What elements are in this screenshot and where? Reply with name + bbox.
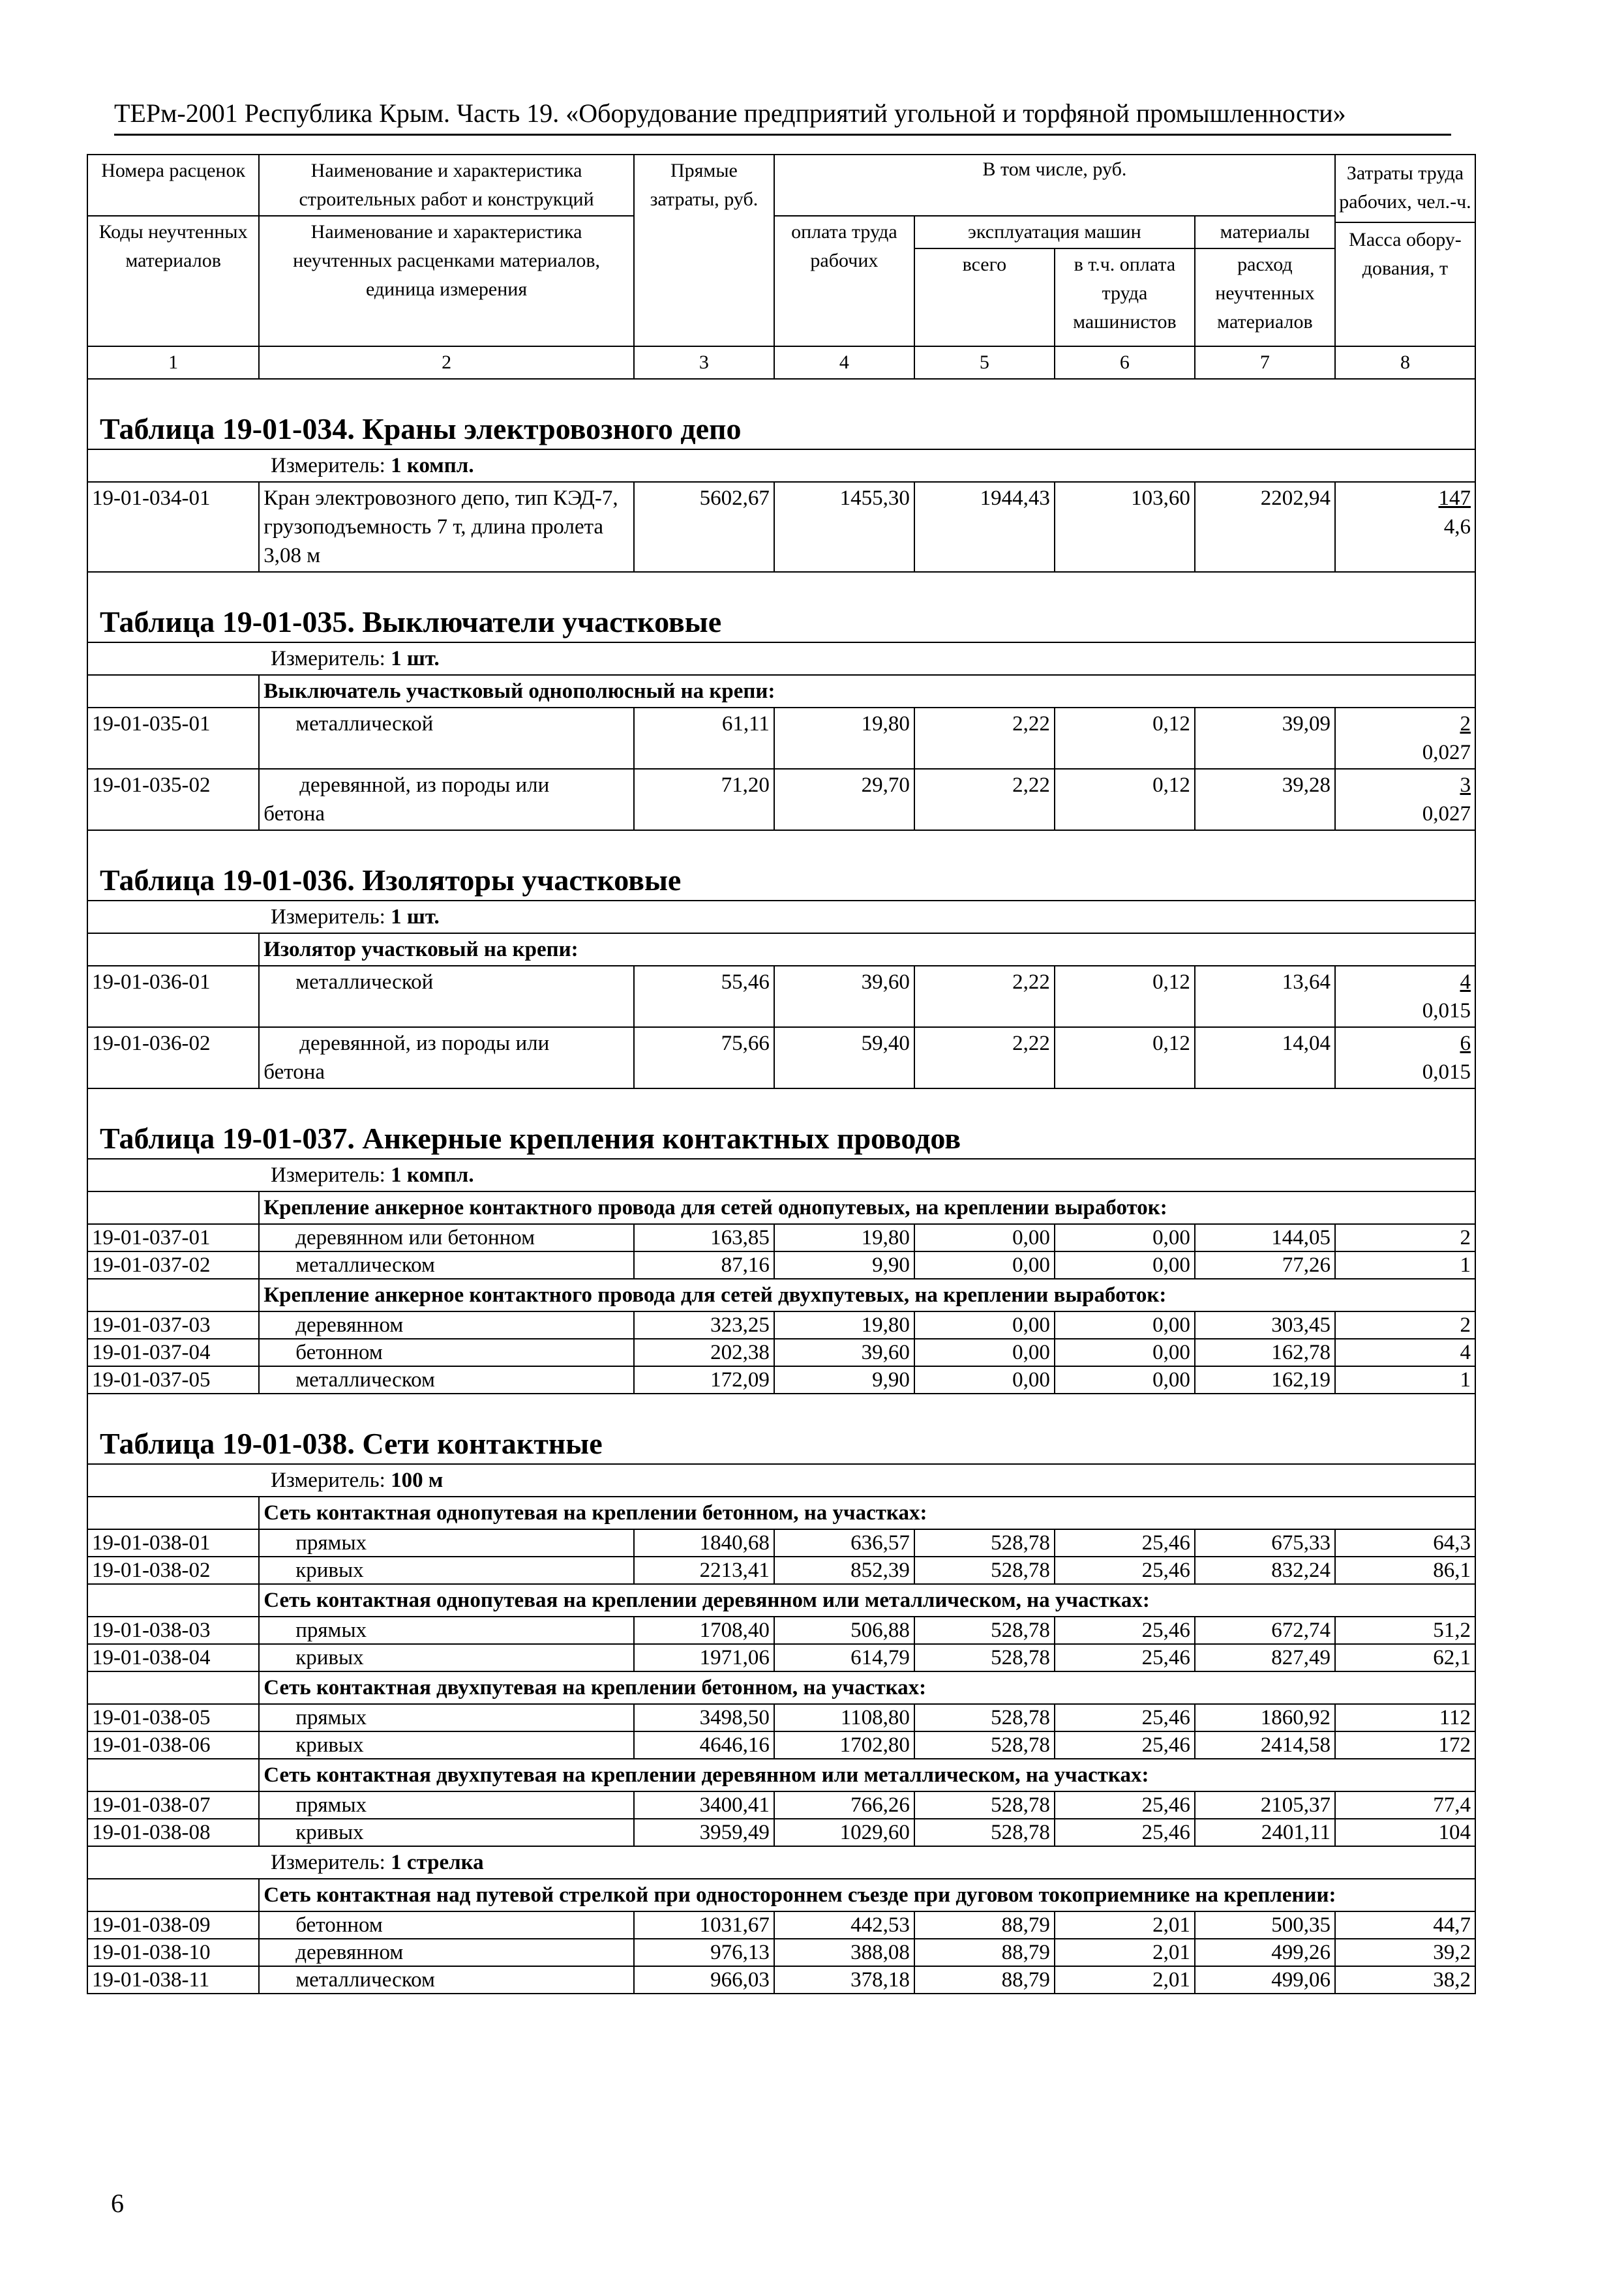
rate-name: бетонном: [259, 1339, 634, 1366]
measure-line: Измеритель: 1 шт.: [87, 901, 1475, 933]
cell: 38,2: [1335, 1966, 1475, 1994]
rate-code: 19-01-037-02: [87, 1251, 259, 1279]
cell: 25,46: [1055, 1617, 1195, 1644]
cell: 2,01: [1055, 1966, 1195, 1994]
cell: 528,78: [914, 1617, 1055, 1644]
rate-name: бетонном: [259, 1911, 634, 1939]
col2-top-header: Наименование и характеристика строительных работ и конструкций: [259, 155, 634, 216]
col1-top-header: Номера расценок: [87, 155, 259, 216]
rate-code: 19-01-038-11: [87, 1966, 259, 1994]
cell: 172,09: [634, 1366, 774, 1394]
rate-code: 19-01-036-02: [87, 1027, 259, 1088]
cell: 0,12: [1055, 708, 1195, 769]
cell: 162,78: [1195, 1339, 1335, 1366]
measure-line: Измеритель: 100 м: [87, 1464, 1475, 1497]
cell: 39,60: [774, 1339, 914, 1366]
rate-code: 19-01-038-10: [87, 1939, 259, 1966]
cell: 675,33: [1195, 1529, 1335, 1557]
table-row: [87, 1339, 1475, 1366]
cell: 1455,30: [774, 482, 914, 572]
cell: 506,88: [774, 1617, 914, 1644]
cell: 0,00: [914, 1251, 1055, 1279]
table-row: [87, 1644, 1475, 1671]
group-heading: Крепление анкерное контактного провода для сетей двухпутевых, на креплении выработок:: [259, 1279, 1475, 1311]
cell: 88,79: [914, 1939, 1055, 1966]
cell: 0,12: [1055, 1027, 1195, 1088]
table-row: [87, 1529, 1475, 1557]
cell: 71,20: [634, 769, 774, 830]
machines-header: эксплуатация машин: [914, 216, 1195, 248]
cell: 2414,58: [1195, 1731, 1335, 1759]
measure-line: Измеритель: 1 стрелка: [87, 1846, 1475, 1879]
cell: 976,13: [634, 1939, 774, 1966]
rate-code: 19-01-038-07: [87, 1791, 259, 1819]
cell: 25,46: [1055, 1731, 1195, 1759]
table-row: [87, 1966, 1475, 1994]
blank-cell: [87, 1879, 259, 1911]
cell: 2,22: [914, 708, 1055, 769]
cell: 25,46: [1055, 1644, 1195, 1671]
col-num: 2: [259, 346, 634, 379]
measure-line: Измеритель: 1 компл.: [87, 449, 1475, 482]
measure-line: Измеритель: 1 шт.: [87, 642, 1475, 675]
cell: 1860,92: [1195, 1704, 1335, 1731]
col7-header: расход неучтенных материалов: [1195, 248, 1335, 346]
cell: 62,1: [1335, 1644, 1475, 1671]
cell: 25,46: [1055, 1791, 1195, 1819]
cell: 614,79: [774, 1644, 914, 1671]
cell: 88,79: [914, 1911, 1055, 1939]
rate-code: 19-01-037-01: [87, 1224, 259, 1251]
table-row: [87, 1704, 1475, 1731]
cell: 1971,06: [634, 1644, 774, 1671]
cell: 4646,16: [634, 1731, 774, 1759]
group-heading: Сеть контактная однопутевая на креплении бетонном, на участках:: [259, 1497, 1475, 1529]
cell: 0,00: [1055, 1224, 1195, 1251]
cell: 528,78: [914, 1819, 1055, 1846]
col8-bottom-header: Масса обору-дования, т: [1349, 229, 1462, 279]
rate-code: 19-01-035-01: [87, 708, 259, 769]
rate-name: металлическом: [259, 1966, 634, 1994]
blank-cell: [87, 1584, 259, 1617]
table-row: [87, 1027, 1475, 1088]
cell: 29,70: [774, 769, 914, 830]
rate-code: 19-01-034-01: [87, 482, 259, 572]
rate-name: прямых: [259, 1617, 634, 1644]
rate-name: металлической: [259, 966, 634, 1027]
cell: 2202,94: [1195, 482, 1335, 572]
cell: 528,78: [914, 1644, 1055, 1671]
cell: 303,45: [1195, 1311, 1335, 1339]
rate-code: 19-01-037-04: [87, 1339, 259, 1366]
table-row: [87, 1557, 1475, 1584]
col3-header: Прямые затраты, руб.: [634, 155, 774, 346]
cell: 162,19: [1195, 1366, 1335, 1394]
rate-code: 19-01-038-02: [87, 1557, 259, 1584]
blank-cell: [87, 1671, 259, 1704]
cell: 59,40: [774, 1027, 914, 1088]
cell: 378,18: [774, 1966, 914, 1994]
cell: 832,24: [1195, 1557, 1335, 1584]
cell: 3498,50: [634, 1704, 774, 1731]
cell: 528,78: [914, 1704, 1055, 1731]
cell: 1944,43: [914, 482, 1055, 572]
rate-code: 19-01-038-04: [87, 1644, 259, 1671]
table-row: [87, 1366, 1475, 1394]
page-number: 6: [111, 2189, 124, 2218]
col-num: 3: [634, 346, 774, 379]
rate-code: 19-01-038-03: [87, 1617, 259, 1644]
col8-top-header: Затраты труда рабочих, чел.-ч.: [1336, 155, 1475, 223]
cell: 3400,41: [634, 1791, 774, 1819]
cell: 39,2: [1335, 1939, 1475, 1966]
cell: 202,38: [634, 1339, 774, 1366]
cell: 172: [1335, 1731, 1475, 1759]
table-title: Таблица 19-01-038. Сети контактные: [87, 1394, 1475, 1464]
rate-name: деревянном или бетонном: [259, 1224, 634, 1251]
cell: 5602,67: [634, 482, 774, 572]
table-row: [87, 1911, 1475, 1939]
labor-mass-cell: 6 0,015: [1335, 1027, 1475, 1088]
rate-name: Кран электровозного депо, тип КЭД-7, грузоподъемность 7 т, длина пролета 3,08 м: [259, 482, 634, 572]
cell: 104: [1335, 1819, 1475, 1846]
cell: 1702,80: [774, 1731, 914, 1759]
cell: 1108,80: [774, 1704, 914, 1731]
table-title: Таблица 19-01-035. Выключатели участковые: [87, 572, 1475, 642]
cell: 77,26: [1195, 1251, 1335, 1279]
cell: 61,11: [634, 708, 774, 769]
rate-code: 19-01-038-01: [87, 1529, 259, 1557]
cell: 528,78: [914, 1557, 1055, 1584]
col2-bottom-header: Наименование и характеристика неучтенных расценками материалов, единица измерения: [259, 216, 634, 346]
cell: 163,85: [634, 1224, 774, 1251]
materials-header: материалы: [1195, 216, 1335, 248]
incl-header: В том числе, руб.: [774, 155, 1335, 216]
cell: 528,78: [914, 1731, 1055, 1759]
cell: 0,00: [914, 1366, 1055, 1394]
cell: 528,78: [914, 1791, 1055, 1819]
cell: 87,16: [634, 1251, 774, 1279]
cell: 2401,11: [1195, 1819, 1335, 1846]
cell: 19,80: [774, 708, 914, 769]
cell: 500,35: [1195, 1911, 1335, 1939]
rate-name: прямых: [259, 1704, 634, 1731]
col5-header: всего: [914, 248, 1055, 346]
cell: 0,12: [1055, 966, 1195, 1027]
rate-name: деревянном: [259, 1311, 634, 1339]
cell: 2,22: [914, 1027, 1055, 1088]
cell: 499,26: [1195, 1939, 1335, 1966]
cell: 39,09: [1195, 708, 1335, 769]
cell: 499,06: [1195, 1966, 1335, 1994]
cell: 0,00: [914, 1224, 1055, 1251]
cell: 9,90: [774, 1251, 914, 1279]
group-heading: Выключатель участковый однополюсный на крепи:: [259, 675, 1475, 708]
cell: 39,60: [774, 966, 914, 1027]
cell: 86,1: [1335, 1557, 1475, 1584]
table-row: [87, 966, 1475, 1027]
cell: 672,74: [1195, 1617, 1335, 1644]
group-heading: Сеть контактная над путевой стрелкой при одностороннем съезде при дуговом токоприемнике на креплении:: [259, 1879, 1475, 1911]
rate-code: 19-01-037-05: [87, 1366, 259, 1394]
col4-header: оплата труда рабочих: [774, 216, 914, 346]
cell: 0,00: [1055, 1366, 1195, 1394]
cell: 1: [1335, 1251, 1475, 1279]
cell: 323,25: [634, 1311, 774, 1339]
cell: 77,4: [1335, 1791, 1475, 1819]
group-heading: Сеть контактная однопутевая на креплении деревянном или металлическом, на участках:: [259, 1584, 1475, 1617]
rate-name: деревянном: [259, 1939, 634, 1966]
cell: 25,46: [1055, 1819, 1195, 1846]
cell: 19,80: [774, 1311, 914, 1339]
rate-code: 19-01-036-01: [87, 966, 259, 1027]
table-row: [87, 1819, 1475, 1846]
col8-header: [1335, 155, 1475, 346]
cell: 19,80: [774, 1224, 914, 1251]
blank-cell: [87, 1759, 259, 1791]
cell: 0,00: [1055, 1311, 1195, 1339]
col-num: 6: [1055, 346, 1195, 379]
rate-name: металлической: [259, 708, 634, 769]
rate-name: металлическом: [259, 1366, 634, 1394]
cell: 2105,37: [1195, 1791, 1335, 1819]
rate-name: металлическом: [259, 1251, 634, 1279]
cell: 13,64: [1195, 966, 1335, 1027]
cell: 55,46: [634, 966, 774, 1027]
rate-code: 19-01-038-08: [87, 1819, 259, 1846]
col-num: 7: [1195, 346, 1335, 379]
cell: 144,05: [1195, 1224, 1335, 1251]
labor-mass-cell: 4 0,015: [1335, 966, 1475, 1027]
rate-code: 19-01-037-03: [87, 1311, 259, 1339]
table-row: [87, 1251, 1475, 1279]
col6-header: в т.ч. оплата труда машинистов: [1055, 248, 1195, 346]
rates-table: [87, 154, 1476, 1994]
labor-mass-cell: 3 0,027: [1335, 769, 1475, 830]
cell: 0,00: [914, 1311, 1055, 1339]
cell: 103,60: [1055, 482, 1195, 572]
rate-code: 19-01-038-06: [87, 1731, 259, 1759]
cell: 25,46: [1055, 1557, 1195, 1584]
cell: 2: [1335, 1311, 1475, 1339]
rate-name: кривых: [259, 1557, 634, 1584]
cell: 2,01: [1055, 1939, 1195, 1966]
table-row: [87, 1617, 1475, 1644]
cell: 44,7: [1335, 1911, 1475, 1939]
cell: 1: [1335, 1366, 1475, 1394]
cell: 442,53: [774, 1911, 914, 1939]
cell: 1029,60: [774, 1819, 914, 1846]
cell: 766,26: [774, 1791, 914, 1819]
cell: 2,01: [1055, 1911, 1195, 1939]
table-title: Таблица 19-01-034. Краны электровозного депо: [87, 379, 1475, 449]
cell: 4: [1335, 1339, 1475, 1366]
rate-code: 19-01-038-05: [87, 1704, 259, 1731]
cell: 1031,67: [634, 1911, 774, 1939]
rate-name: прямых: [259, 1791, 634, 1819]
cell: 0,00: [1055, 1251, 1195, 1279]
cell: 3959,49: [634, 1819, 774, 1846]
cell: 25,46: [1055, 1529, 1195, 1557]
labor-mass-cell: 147 4,6: [1335, 482, 1475, 572]
rate-code: 19-01-038-09: [87, 1911, 259, 1939]
table-row: [87, 1731, 1475, 1759]
table-row: [87, 482, 1475, 572]
group-heading: Крепление анкерное контактного провода для сетей однопутевых, на креплении выработок:: [259, 1191, 1475, 1224]
cell: 1840,68: [634, 1529, 774, 1557]
rate-name: прямых: [259, 1529, 634, 1557]
rate-code: 19-01-035-02: [87, 769, 259, 830]
cell: 528,78: [914, 1529, 1055, 1557]
cell: 2,22: [914, 769, 1055, 830]
rate-name: кривых: [259, 1644, 634, 1671]
rate-name: деревянной, из породы или бетона: [259, 769, 634, 830]
cell: 75,66: [634, 1027, 774, 1088]
table-row: [87, 708, 1475, 769]
cell: 25,46: [1055, 1704, 1195, 1731]
group-heading: Сеть контактная двухпутевая на креплении бетонном, на участках:: [259, 1671, 1475, 1704]
labor-mass-cell: 2 0,027: [1335, 708, 1475, 769]
cell: 388,08: [774, 1939, 914, 1966]
cell: 852,39: [774, 1557, 914, 1584]
measure-line: Измеритель: 1 компл.: [87, 1159, 1475, 1191]
col-num: 4: [774, 346, 914, 379]
rate-name: кривых: [259, 1731, 634, 1759]
rate-name: деревянной, из породы или бетона: [259, 1027, 634, 1088]
table-row: [87, 1311, 1475, 1339]
blank-cell: [87, 1497, 259, 1529]
cell: 2,22: [914, 966, 1055, 1027]
cell: 0,00: [1055, 1339, 1195, 1366]
cell: 0,00: [914, 1339, 1055, 1366]
cell: 966,03: [634, 1966, 774, 1994]
table-row: [87, 1224, 1475, 1251]
cell: 1708,40: [634, 1617, 774, 1644]
cell: 14,04: [1195, 1027, 1335, 1088]
table-row: [87, 1791, 1475, 1819]
col1-bottom-header: Коды неучтенных материалов: [87, 216, 259, 346]
group-heading: Сеть контактная двухпутевая на креплении деревянном или металлическом, на участках:: [259, 1759, 1475, 1791]
cell: 636,57: [774, 1529, 914, 1557]
cell: 0,12: [1055, 769, 1195, 830]
table-row: [87, 1939, 1475, 1966]
table-row: [87, 769, 1475, 830]
col-num: 8: [1335, 346, 1475, 379]
cell: 39,28: [1195, 769, 1335, 830]
cell: 827,49: [1195, 1644, 1335, 1671]
cell: 51,2: [1335, 1617, 1475, 1644]
col-num: 5: [914, 346, 1055, 379]
cell: 112: [1335, 1704, 1475, 1731]
document-header: ТЕРм-2001 Республика Крым. Часть 19. «Оборудование предприятий угольной и торфяной промышленности»: [114, 98, 1451, 136]
table-title: Таблица 19-01-037. Анкерные крепления контактных проводов: [87, 1088, 1475, 1159]
blank-cell: [87, 1279, 259, 1311]
cell: 9,90: [774, 1366, 914, 1394]
cell: 2213,41: [634, 1557, 774, 1584]
rate-name: кривых: [259, 1819, 634, 1846]
cell: 64,3: [1335, 1529, 1475, 1557]
cell: 88,79: [914, 1966, 1055, 1994]
col-num: 1: [87, 346, 259, 379]
table-title: Таблица 19-01-036. Изоляторы участковые: [87, 830, 1475, 901]
cell: 2: [1335, 1224, 1475, 1251]
group-heading: Изолятор участковый на крепи:: [259, 933, 1475, 966]
